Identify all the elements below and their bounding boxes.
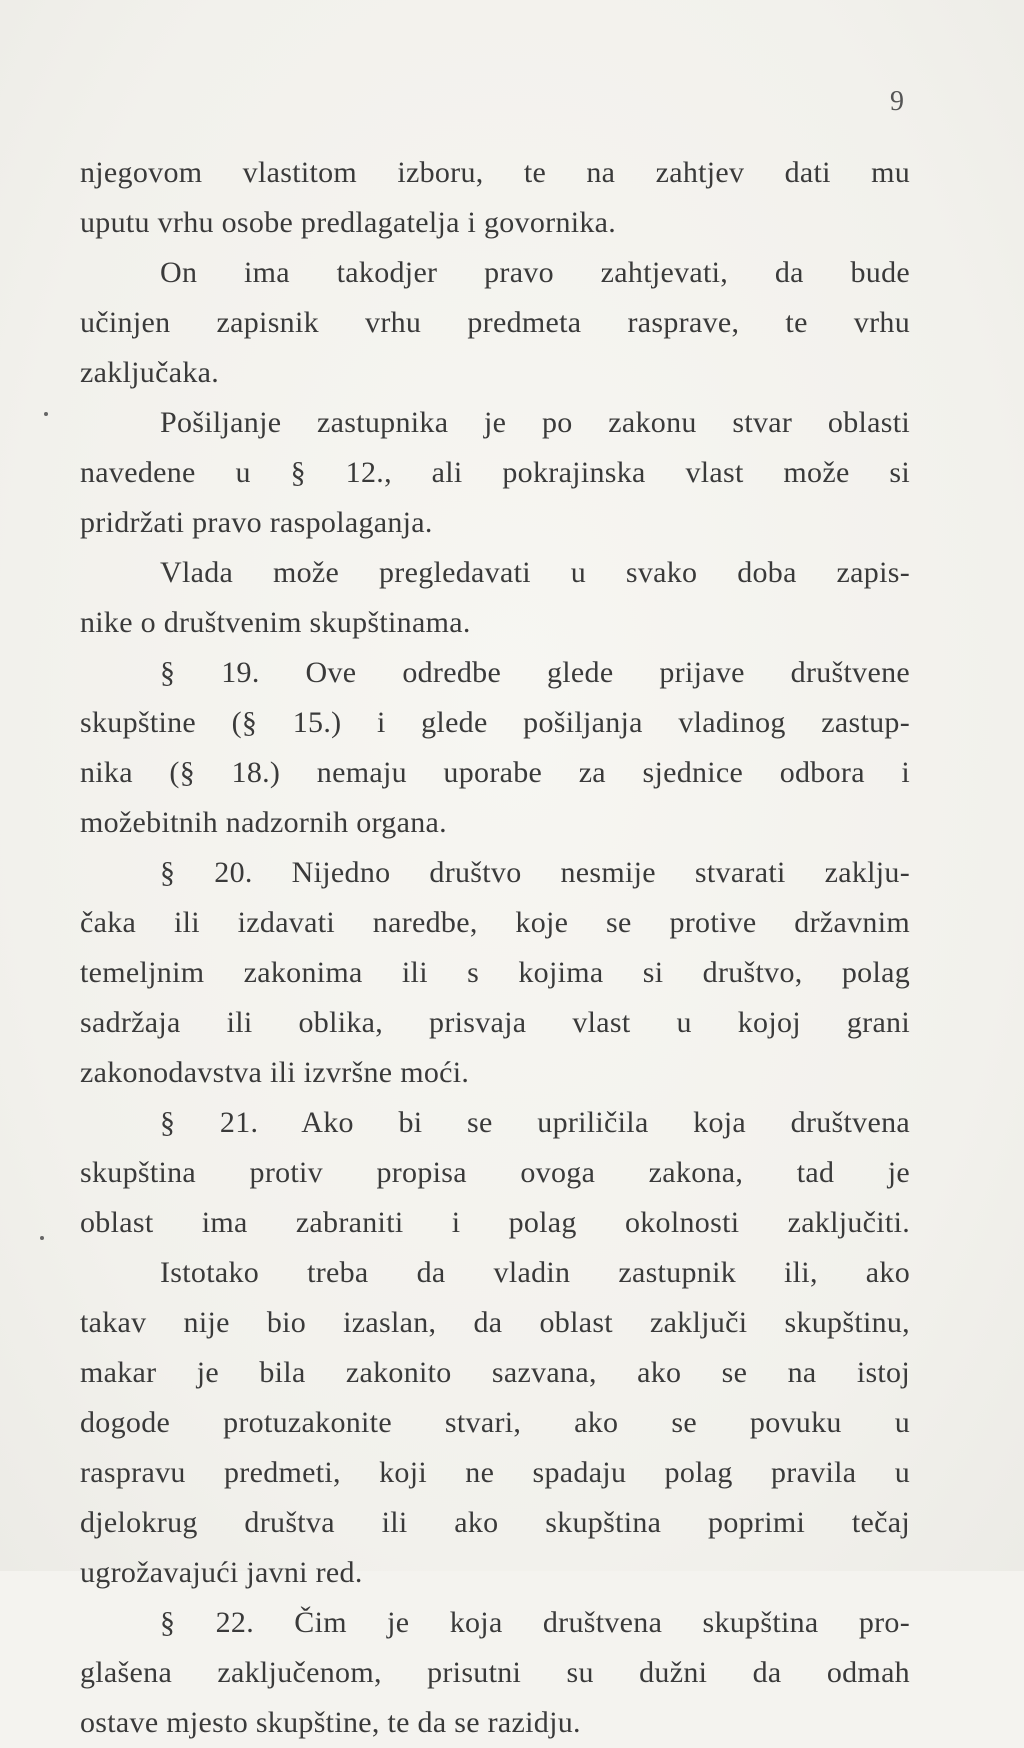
margin-speck bbox=[40, 1236, 44, 1240]
text-line: njegovom vlastitom izboru, te na zahtjev dati mu bbox=[80, 156, 910, 189]
text-line: pridržati pravo raspolaganja. bbox=[80, 506, 433, 539]
text-line: skupštine (§ 15.) i glede pošiljanja vladinog zastup- bbox=[80, 706, 910, 739]
text-line: navedene u § 12., ali pokrajinska vlast može si bbox=[80, 456, 910, 489]
page-number: 9 bbox=[890, 86, 905, 117]
text-line: § 21. Ako bi se upriličila koja društvena bbox=[160, 1106, 910, 1139]
text-line: nika (§ 18.) nemaju uporabe za sjednice odbora i bbox=[80, 756, 910, 789]
text-line: učinjen zapisnik vrhu predmeta rasprave, te vrhu bbox=[80, 306, 910, 339]
text-line: temeljnim zakonima ili s kojima si društvo, polag bbox=[80, 956, 910, 989]
text-line: zakonodavstva ili izvršne moći. bbox=[80, 1056, 470, 1089]
text-line: glašena zaključenom, prisutni su dužni da odmah bbox=[80, 1656, 910, 1689]
text-line: Istotako treba da vladin zastupnik ili, ako bbox=[160, 1256, 910, 1289]
text-line: § 20. Nijedno društvo nesmije stvarati zaklju- bbox=[160, 856, 910, 889]
text-line: takav nije bio izaslan, da oblast zaključi skupštinu, bbox=[80, 1306, 910, 1339]
text-line: makar je bila zakonito sazvana, ako se na istoj bbox=[80, 1356, 910, 1389]
text-line: ostave mjesto skupštine, te da se razidju. bbox=[80, 1706, 581, 1739]
text-line: § 19. Ove odredbe glede prijave društvene bbox=[160, 656, 910, 689]
text-line: djelokrug društva ili ako skupština poprimi tečaj bbox=[80, 1506, 910, 1539]
text-line: možebitnih nadzornih organa. bbox=[80, 806, 447, 839]
text-line: sadržaja ili oblika, prisvaja vlast u kojoj grani bbox=[80, 1006, 910, 1039]
text-line: raspravu predmeti, koji ne spadaju polag pravila u bbox=[80, 1456, 910, 1489]
text-line: čaka ili izdavati naredbe, koje se protive državnim bbox=[80, 906, 910, 939]
text-line: nike o društvenim skupštinama. bbox=[80, 606, 471, 639]
text-line: zaključaka. bbox=[80, 356, 220, 389]
text-line: ugrožavajući javni red. bbox=[80, 1556, 363, 1589]
margin-speck bbox=[44, 412, 48, 416]
text-line: Vlada može pregledavati u svako doba zapis- bbox=[160, 556, 910, 589]
body-text bbox=[80, 148, 910, 1748]
text-line: skupština protiv propisa ovoga zakona, tad je bbox=[80, 1156, 910, 1189]
text-line: § 22. Čim je koja društvena skupština pro- bbox=[160, 1606, 910, 1639]
text-line: Pošiljanje zastupnika je po zakonu stvar oblasti bbox=[160, 406, 910, 439]
text-line: dogode protuzakonite stvari, ako se povuku u bbox=[80, 1406, 910, 1439]
text-line: oblast ima zabraniti i polag okolnosti zaključiti. bbox=[80, 1206, 910, 1239]
text-line: On ima takodjer pravo zahtjevati, da bude bbox=[160, 256, 910, 289]
text-line: uputu vrhu osobe predlagatelja i govornika. bbox=[80, 206, 617, 239]
